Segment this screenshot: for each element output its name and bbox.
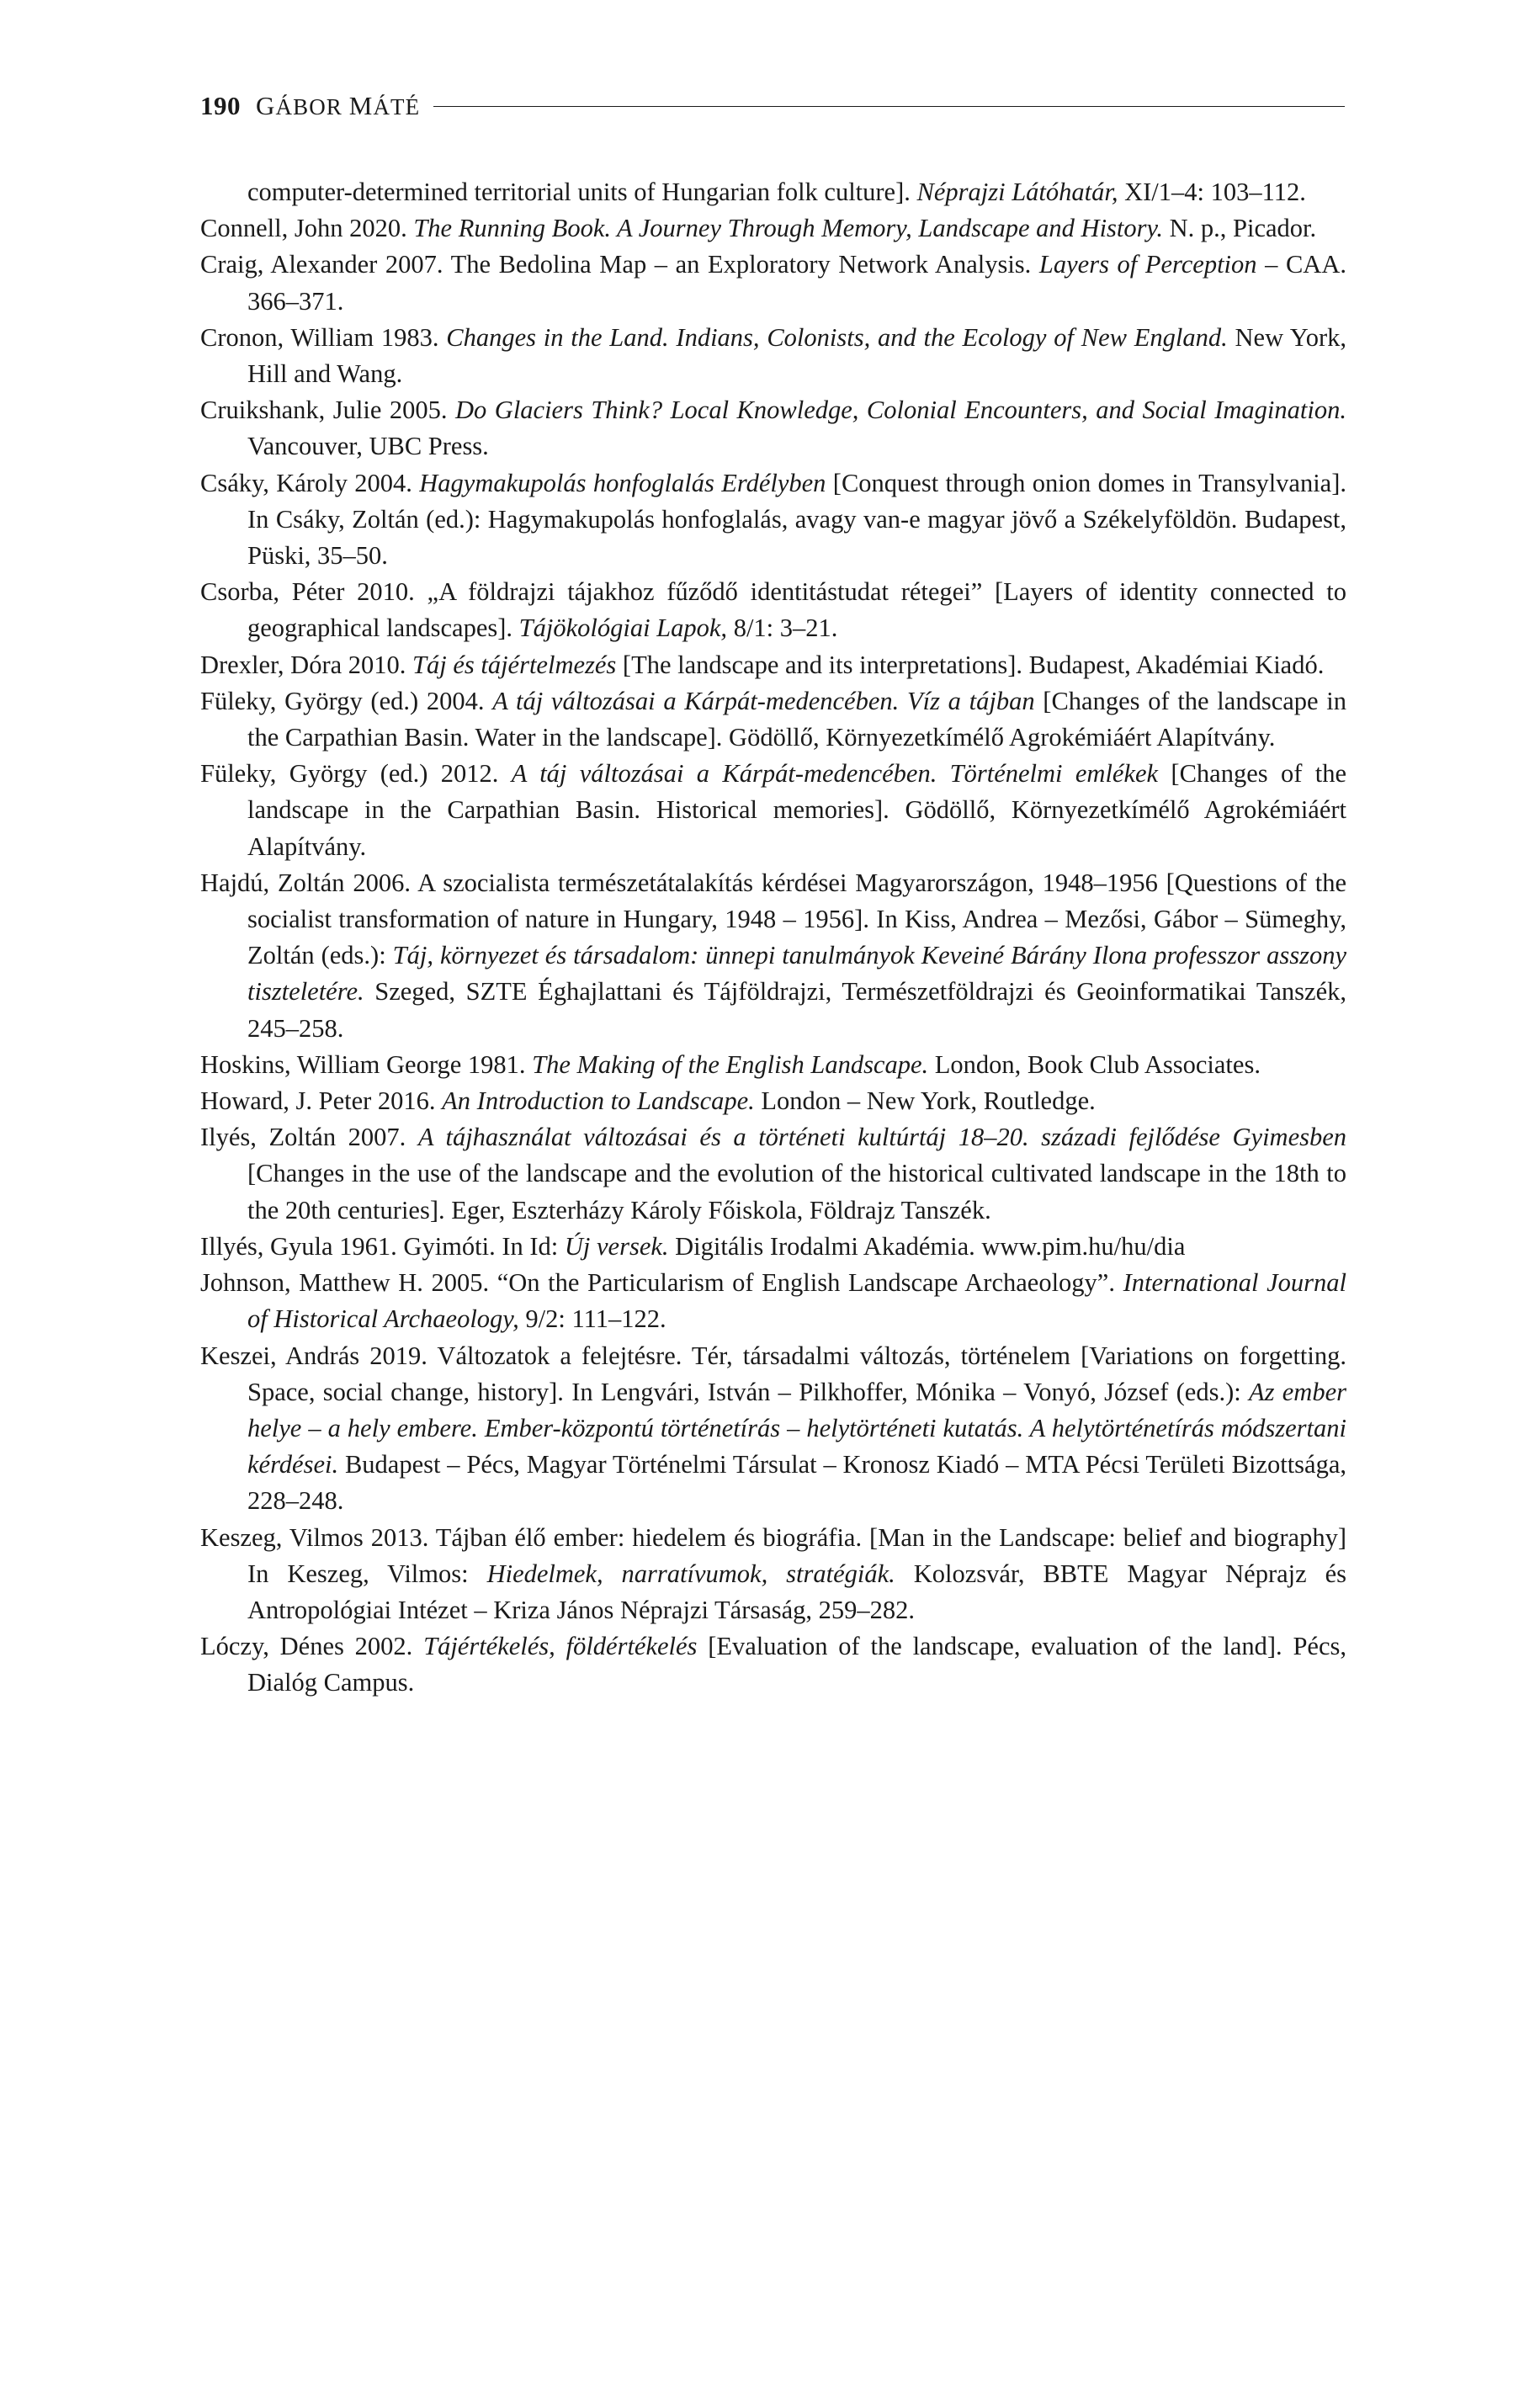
bibliography-entry <box>200 683 1346 756</box>
entry-title-italic: A táj változásai a Kárpát-medencében. Víz a tájban <box>492 686 1035 715</box>
entry-text: Johnson, Matthew H. 2005. “On the Particularism of English Landscape Archaeology”. <box>200 1268 1123 1298</box>
bibliography-entry <box>200 465 1346 575</box>
bibliography-entry <box>200 1047 1346 1083</box>
entry-text: Cruikshank, Julie 2005. <box>200 396 456 425</box>
entry-text: Füleky, György (ed.) 2012. <box>200 759 512 789</box>
entry-text: [Changes of the landscape in the Carpathian Basin. Water in the landscape]. Gödöllő, Környezetkímélő Agrokémiáért Alapítvány. <box>247 686 1346 752</box>
entry-title-italic: Do Glaciers Think? Local Knowledge, Colonial Encounters, and Social Imagination. <box>455 396 1346 425</box>
entry-text: Budapest – Pécs, Magyar Történelmi Társulat – Kronosz Kiadó – MTA Pécsi Területi Bizottsága, 228–248. <box>247 1450 1346 1516</box>
entry-title-italic: The Running Book. A Journey Through Memory, Landscape and History. <box>413 214 1163 243</box>
bibliography-entry <box>200 865 1346 1047</box>
entry-title-italic: Layers of Perception <box>1038 250 1257 279</box>
entry-text: XI/1–4: 103–112. <box>1118 178 1306 206</box>
entry-text: – CAA. 366–371. <box>247 250 1346 316</box>
running-head-author: GÁBOR MÁTÉ <box>256 91 421 120</box>
bibliography-entry <box>200 1083 1346 1119</box>
bibliography-entry <box>200 392 1346 465</box>
entry-title-italic: Táj és tájértelmezés <box>412 650 617 679</box>
entry-text: computer-determined territorial units of Hungarian folk culture]. <box>247 178 917 206</box>
entry-text: [Conquest through onion domes in Transylvania]. In Csáky, Zoltán (ed.): Hagymakupolás honfoglalás, avagy van-e magyar jövő a Székelyföldön. Budapest, Püski, 35–50. <box>247 468 1346 571</box>
bibliography-entry <box>200 1229 1346 1265</box>
bibliography-entry <box>200 174 1346 210</box>
page-number: 190 <box>200 91 241 120</box>
entry-text: N. p., Picador. <box>1162 214 1317 243</box>
entry-text: Hoskins, William George 1981. <box>200 1049 533 1079</box>
header-rule <box>433 106 1345 107</box>
entry-title-italic: Changes in the Land. Indians, Colonists, and the Ecology of New England. <box>446 322 1228 352</box>
entry-title-italic: An Introduction to Landscape. <box>442 1086 755 1116</box>
entry-title-italic: A tájhasználat változásai és a történeti kultúrtáj 18–20. századi fejlődése Gyimesben <box>417 1123 1347 1152</box>
entry-text: Csorba, Péter 2010. „A földrajzi tájakhoz fűződő identitástudat rétegei” [Layers of identity connected to geographical landscapes]. <box>200 577 1346 643</box>
entry-text: Csáky, Károly 2004. <box>200 468 420 497</box>
entry-text: Craig, Alexander 2007. The Bedolina Map – an Exploratory Network Analysis. <box>200 250 1039 279</box>
entry-text: [Evaluation of the landscape, evaluation of the land]. Pécs, Dialóg Campus. <box>247 1632 1346 1697</box>
bibliography-entry <box>200 1520 1346 1629</box>
entry-title-italic: Hagymakupolás honfoglalás Erdélyben <box>419 468 826 497</box>
entry-text: London – New York, Routledge. <box>754 1086 1096 1116</box>
bibliography-entry <box>200 1265 1346 1337</box>
entry-text: Drexler, Dóra 2010. <box>200 650 413 679</box>
entry-title-italic: Táj, környezet és társadalom: ünnepi tanulmányok Keveiné Bárány Ilona professzor asszony tiszteletére. <box>247 941 1346 1007</box>
entry-text: [Changes in the use of the landscape and the evolution of the historical cultivated landscape in the 18th to the 20th centuries]. Eger, Eszterházy Károly Főiskola, Földrajz Tanszék. <box>247 1159 1346 1224</box>
bibliography-entry <box>200 247 1346 319</box>
entry-text: 8/1: 3–21. <box>727 614 838 643</box>
entry-text: 9/2: 111–122. <box>518 1304 666 1334</box>
entry-title-italic: The Making of the English Landscape. <box>532 1049 929 1079</box>
entry-text: Keszei, András 2019. Változatok a felejtésre. Tér, társadalmi változás, történelem [Variations on forgetting. Space, social change, history]. In Lengvári, István – Pilkhoffer, Mónika – Vonyó, József (eds.): <box>200 1341 1346 1406</box>
entry-title-italic: A táj változásai a Kárpát-medencében. Történelmi emlékek <box>511 759 1159 789</box>
bibliography-list <box>200 174 1346 1702</box>
bibliography-entry <box>200 574 1346 646</box>
bibliography-entry <box>200 210 1346 247</box>
entry-text: Digitális Irodalmi Akadémia. www.pim.hu/hu/dia <box>668 1231 1186 1261</box>
entry-title-italic: Hiedelmek, narratívumok, stratégiák. <box>486 1559 895 1588</box>
bibliography-entry <box>200 320 1346 392</box>
entry-title-italic: International Journal of Historical Archaeology, <box>247 1268 1346 1334</box>
running-head <box>200 91 1345 121</box>
entry-text: Illyés, Gyula 1961. Gyimóti. In Id: <box>200 1231 565 1261</box>
entry-text: Vancouver, UBC Press. <box>247 432 489 461</box>
entry-text: London, Book Club Associates. <box>928 1049 1261 1079</box>
entry-title-italic: Az ember helye – a hely embere. Ember-központú történetírás – helytörténeti kutatás. A helytörténetírás módszertani kérdései. <box>247 1377 1346 1479</box>
entry-text: Cronon, William 1983. <box>200 322 447 352</box>
entry-text: [Changes of the landscape in the Carpathian Basin. Historical memories]. Gödöllő, Környezetkímélő Agrokémiáért Alapítvány. <box>247 759 1346 861</box>
entry-title-italic: Tájökológiai Lapok, <box>518 614 728 643</box>
entry-title-italic: Néprajzi Látóhatár, <box>916 178 1118 206</box>
entry-text: Hajdú, Zoltán 2006. A szocialista természetátalakítás kérdései Magyarországon, 1948–1956 [Questions of the socialist transformation of nature in Hungary, 1948 – 1956]. In Kiss, Andrea – Mezősi, Gábor – Sümeghy, Zoltán (eds.): <box>200 868 1346 970</box>
entry-text: Kolozsvár, BBTE Magyar Néprajz és Antropológiai Intézet – Kriza János Néprajzi Társaság, 259–282. <box>247 1559 1347 1624</box>
entry-text: Howard, J. Peter 2016. <box>200 1086 443 1116</box>
bibliography-entry <box>200 1119 1346 1229</box>
entry-text: Connell, John 2020. <box>200 214 414 243</box>
entry-text: Lóczy, Dénes 2002. <box>200 1632 424 1661</box>
bibliography-entry <box>200 647 1346 683</box>
entry-title-italic: Tájértékelés, földértékelés <box>423 1632 698 1661</box>
entry-text: Keszeg, Vilmos 2013. Tájban élő ember: hiedelem és biográfia. [Man in the Landscape: belief and biography] In Keszeg, Vilmos: <box>200 1522 1346 1588</box>
entry-text: Füleky, György (ed.) 2004. <box>200 686 493 715</box>
entry-text: Ilyés, Zoltán 2007. <box>200 1123 418 1152</box>
entry-text: New York, Hill and Wang. <box>247 322 1346 389</box>
entry-text: Szeged, SZTE Éghajlattani és Tájföldrajzi, Természetföldrajzi és Geoinformatikai Tanszék, 245–258. <box>247 977 1346 1043</box>
bibliography-entry <box>200 1628 1346 1701</box>
entry-text: [The landscape and its interpretations]. Budapest, Akadémiai Kiadó. <box>616 650 1325 679</box>
bibliography-entry <box>200 1338 1346 1520</box>
entry-title-italic: Új versek. <box>564 1231 669 1261</box>
bibliography-entry <box>200 756 1346 865</box>
